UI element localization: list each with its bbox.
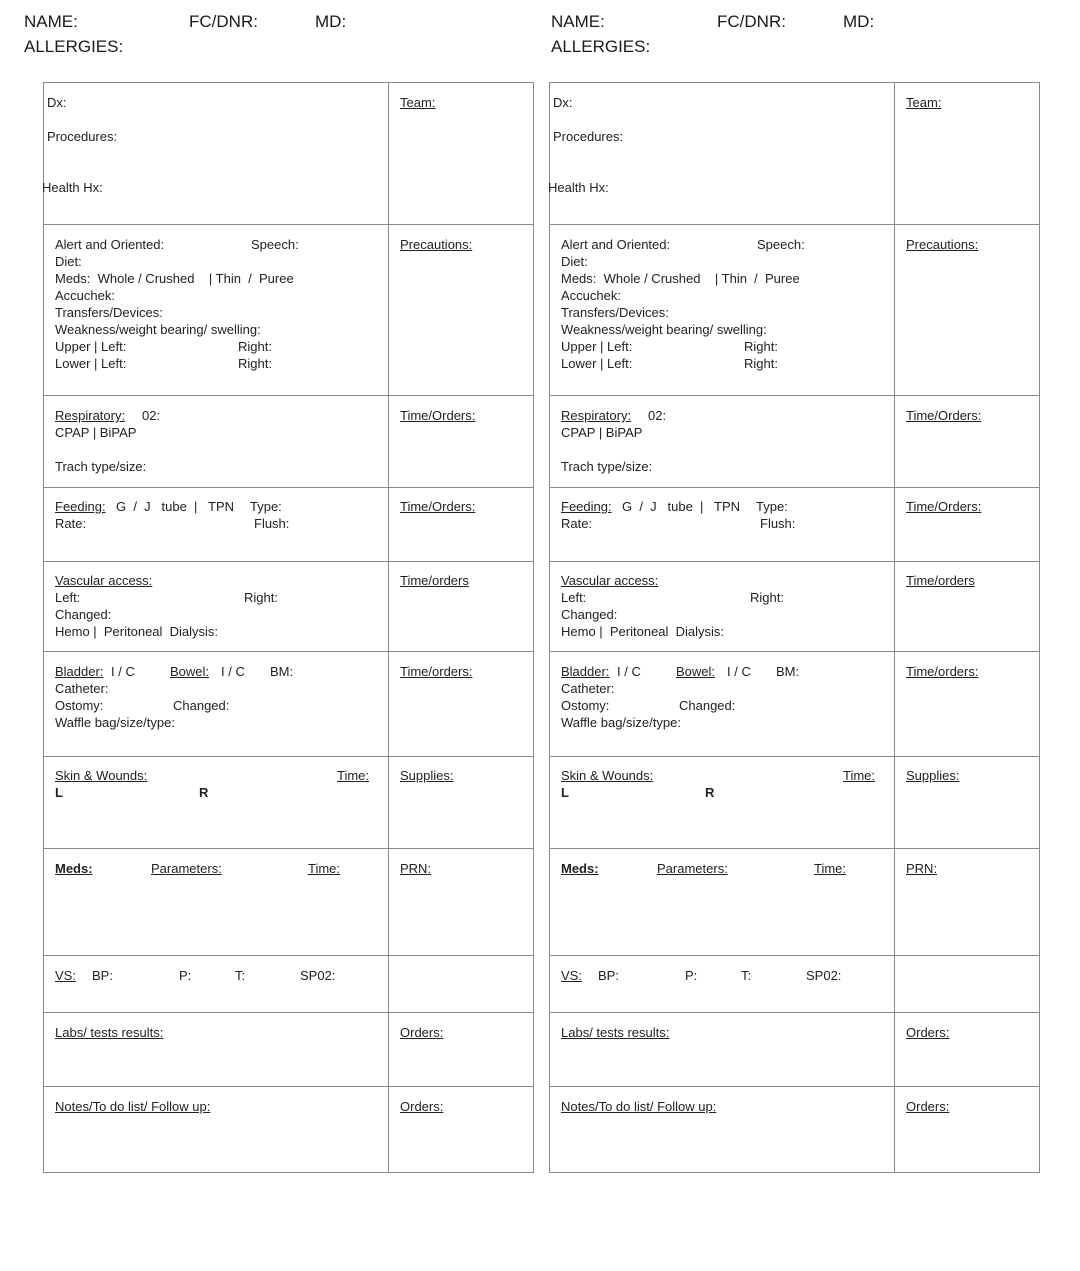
cpap-bipap-label: CPAP | BiPAP (561, 425, 643, 440)
health-hx-label: Health Hx: (548, 180, 609, 195)
transfers-label: Transfers/Devices: (55, 305, 163, 320)
time-orders-label: Time/orders (400, 573, 469, 588)
supplies-label: Supplies: (906, 768, 960, 783)
dialysis-label: Hemo | Peritoneal Dialysis: (55, 624, 219, 639)
changed-label: Changed: (55, 607, 112, 622)
orders-label: Orders: (400, 1099, 444, 1114)
upper-right-label: Right: (238, 339, 272, 354)
meds-label: Meds: (55, 861, 93, 876)
precautions-cell[interactable] (895, 225, 1040, 395)
meds-consistency-label: Meds: Whole / Crushed | Thin / Puree (561, 271, 800, 286)
left-label: Left: (561, 590, 587, 605)
speech-label: Speech: (251, 237, 299, 252)
lower-right-label: Right: (744, 356, 778, 371)
allergies-label: ALLERGIES: (551, 37, 651, 56)
notes-orders-cell[interactable] (895, 1087, 1040, 1172)
changed-label: Changed: (561, 607, 618, 622)
bowel-label: Bowel: (676, 664, 716, 679)
parameters-label: Parameters: (657, 861, 728, 876)
team-label: Team: (400, 95, 436, 110)
bp-label: BP: (598, 968, 619, 983)
vitals-extra-cell[interactable] (389, 956, 534, 1012)
md-label: MD: (315, 12, 347, 31)
lower-left-label: Lower | Left: (55, 356, 127, 371)
respiratory-cell[interactable] (550, 396, 895, 487)
respiratory-orders-cell[interactable] (389, 396, 534, 487)
procedures-label: Procedures: (553, 129, 624, 144)
vascular-cell[interactable] (44, 562, 389, 651)
feeding-orders-cell[interactable] (895, 488, 1040, 561)
vascular-cell[interactable] (550, 562, 895, 651)
elimination-cell[interactable] (550, 652, 895, 756)
feeding-label: Feeding: (561, 499, 612, 514)
right-marker: R (705, 785, 715, 800)
temp-label: T: (235, 968, 246, 983)
meds-cell[interactable] (550, 849, 895, 955)
left-label: Left: (55, 590, 81, 605)
diagnosis-cell[interactable] (550, 83, 895, 224)
catheter-label: Catheter: (55, 681, 109, 696)
allergies-label: ALLERGIES: (24, 37, 124, 56)
procedures-label: Procedures: (47, 129, 118, 144)
notes-cell[interactable] (44, 1087, 389, 1172)
feeding-label: Feeding: (55, 499, 106, 514)
notes-orders-cell[interactable] (389, 1087, 534, 1172)
bp-label: BP: (92, 968, 113, 983)
labs-label: Labs/ tests results: (561, 1025, 670, 1040)
time-label: Time: (843, 768, 876, 783)
time-orders-label: Time/orders (906, 573, 975, 588)
labs-orders-cell[interactable] (895, 1013, 1040, 1086)
supplies-cell[interactable] (895, 757, 1040, 848)
respiratory-label: Respiratory: (55, 408, 126, 423)
ostomy-label: Ostomy: (55, 698, 104, 713)
respiratory-orders-cell[interactable] (895, 396, 1040, 487)
time-orders-label: Time/Orders: (400, 408, 476, 423)
vascular-access-label: Vascular access: (55, 573, 153, 588)
row-feeding (44, 488, 534, 562)
bowel-options-label: I / C (221, 664, 245, 679)
changed-label: Changed: (679, 698, 736, 713)
supplies-label: Supplies: (400, 768, 454, 783)
name-label: NAME: (24, 12, 78, 31)
skin-cell[interactable] (44, 757, 389, 848)
meds-cell[interactable] (44, 849, 389, 955)
alert-oriented-label: Alert and Oriented: (561, 237, 671, 252)
team-cell[interactable] (389, 83, 534, 224)
alert-oriented-label: Alert and Oriented: (55, 237, 165, 252)
trach-label: Trach type/size: (561, 459, 653, 474)
prn-cell[interactable] (895, 849, 1040, 955)
labs-label: Labs/ tests results: (55, 1025, 164, 1040)
feeding-orders-cell[interactable] (389, 488, 534, 561)
spo2-label: SP02: (300, 968, 336, 983)
feeding-cell[interactable] (44, 488, 389, 561)
supplies-cell[interactable] (389, 757, 534, 848)
meds-label: Meds: (561, 861, 599, 876)
dialysis-label: Hemo | Peritoneal Dialysis: (561, 624, 725, 639)
row-vascular (44, 562, 534, 652)
row-meds (550, 849, 1040, 956)
transfers-label: Transfers/Devices: (561, 305, 669, 320)
report-sheet-right (549, 82, 1040, 1173)
row-diagnosis (44, 83, 534, 225)
dx-label: Dx: (47, 95, 67, 110)
notes-label: Notes/To do list/ Follow up: (55, 1099, 211, 1114)
time-orders-label: Time/orders: (906, 664, 979, 679)
prn-label: PRN: (906, 861, 938, 876)
row-skin (550, 757, 1040, 849)
report-sheet-left (43, 82, 534, 1173)
bladder-label: Bladder: (55, 664, 104, 679)
pulse-label: P: (179, 968, 192, 983)
md-label: MD: (843, 12, 875, 31)
row-labs (44, 1013, 534, 1087)
team-label: Team: (906, 95, 942, 110)
bowel-label: Bowel: (170, 664, 210, 679)
type-label: Type: (756, 499, 788, 514)
time-orders-label: Time/orders: (400, 664, 473, 679)
o2-label: 02: (648, 408, 667, 423)
precautions-label: Precautions: (906, 237, 979, 252)
feeding-options-label: G / J tube | TPN (622, 499, 741, 514)
orders-label: Orders: (906, 1099, 950, 1114)
row-meds (44, 849, 534, 956)
time-label: Time: (814, 861, 847, 876)
temp-label: T: (741, 968, 752, 983)
waffle-bag-label: Waffle bag/size/type: (55, 715, 175, 730)
type-label: Type: (250, 499, 282, 514)
row-vitals (44, 956, 534, 1013)
right-label: Right: (750, 590, 784, 605)
dx-label: Dx: (553, 95, 573, 110)
rate-label: Rate: (55, 516, 87, 531)
row-labs (550, 1013, 1040, 1087)
vascular-access-label: Vascular access: (561, 573, 659, 588)
o2-label: 02: (142, 408, 161, 423)
flush-label: Flush: (254, 516, 290, 531)
notes-label: Notes/To do list/ Follow up: (561, 1099, 717, 1114)
row-elimination (44, 652, 534, 757)
row-skin (44, 757, 534, 849)
time-label: Time: (308, 861, 341, 876)
row-assessment (550, 225, 1040, 396)
bowel-options-label: I / C (727, 664, 751, 679)
spo2-label: SP02: (806, 968, 842, 983)
elimination-cell[interactable] (44, 652, 389, 756)
rate-label: Rate: (561, 516, 593, 531)
flush-label: Flush: (760, 516, 796, 531)
ostomy-label: Ostomy: (561, 698, 610, 713)
time-orders-label: Time/Orders: (906, 499, 982, 514)
respiratory-cell[interactable] (44, 396, 389, 487)
row-feeding (550, 488, 1040, 562)
labs-cell[interactable] (550, 1013, 895, 1086)
row-assessment (44, 225, 534, 396)
parameters-label: Parameters: (151, 861, 222, 876)
vs-label: VS: (55, 968, 76, 983)
weakness-label: Weakness/weight bearing/ swelling: (55, 322, 261, 337)
time-orders-label: Time/Orders: (906, 408, 982, 423)
lower-right-label: Right: (238, 356, 272, 371)
row-elimination (550, 652, 1040, 757)
skin-cell[interactable] (550, 757, 895, 848)
bladder-options-label: I / C (111, 664, 135, 679)
fc-dnr-label: FC/DNR: (717, 12, 786, 31)
vascular-orders-cell[interactable] (895, 562, 1040, 651)
team-cell[interactable] (895, 83, 1040, 224)
bm-label: BM: (270, 664, 294, 679)
bladder-label: Bladder: (561, 664, 610, 679)
vascular-orders-cell[interactable] (389, 562, 534, 651)
trach-label: Trach type/size: (55, 459, 147, 474)
row-notes (44, 1087, 534, 1173)
accuchek-label: Accuchek: (55, 288, 115, 303)
assessment-cell[interactable] (44, 225, 389, 395)
orders-label: Orders: (400, 1025, 444, 1040)
diet-label: Diet: (55, 254, 82, 269)
upper-right-label: Right: (744, 339, 778, 354)
vs-label: VS: (561, 968, 582, 983)
notes-cell[interactable] (550, 1087, 895, 1172)
left-marker: L (55, 785, 63, 800)
prn-label: PRN: (400, 861, 432, 876)
pulse-label: P: (685, 968, 698, 983)
vitals-cell[interactable] (44, 956, 389, 1012)
waffle-bag-label: Waffle bag/size/type: (561, 715, 681, 730)
vitals-cell[interactable] (550, 956, 895, 1012)
speech-label: Speech: (757, 237, 805, 252)
name-label: NAME: (551, 12, 605, 31)
right-label: Right: (244, 590, 278, 605)
lower-left-label: Lower | Left: (561, 356, 633, 371)
accuchek-label: Accuchek: (561, 288, 621, 303)
bm-label: BM: (776, 664, 800, 679)
row-respiratory (550, 396, 1040, 488)
catheter-label: Catheter: (561, 681, 615, 696)
right-marker: R (199, 785, 209, 800)
left-marker: L (561, 785, 569, 800)
diagnosis-cell[interactable] (44, 83, 389, 224)
row-vitals (550, 956, 1040, 1013)
labs-cell[interactable] (44, 1013, 389, 1086)
time-label: Time: (337, 768, 370, 783)
upper-left-label: Upper | Left: (561, 339, 633, 354)
orders-label: Orders: (906, 1025, 950, 1040)
meds-consistency-label: Meds: Whole / Crushed | Thin / Puree (55, 271, 294, 286)
row-respiratory (44, 396, 534, 488)
elimination-orders-cell[interactable] (895, 652, 1040, 756)
skin-wounds-label: Skin & Wounds: (561, 768, 654, 783)
upper-left-label: Upper | Left: (55, 339, 127, 354)
vitals-extra-cell[interactable] (895, 956, 1040, 1012)
feeding-cell[interactable] (550, 488, 895, 561)
weakness-label: Weakness/weight bearing/ swelling: (561, 322, 767, 337)
feeding-options-label: G / J tube | TPN (116, 499, 235, 514)
assessment-cell[interactable] (550, 225, 895, 395)
bladder-options-label: I / C (617, 664, 641, 679)
prn-cell[interactable] (389, 849, 534, 955)
precautions-cell[interactable] (389, 225, 534, 395)
precautions-label: Precautions: (400, 237, 473, 252)
labs-orders-cell[interactable] (389, 1013, 534, 1086)
time-orders-label: Time/Orders: (400, 499, 476, 514)
cpap-bipap-label: CPAP | BiPAP (55, 425, 137, 440)
respiratory-label: Respiratory: (561, 408, 632, 423)
skin-wounds-label: Skin & Wounds: (55, 768, 148, 783)
fc-dnr-label: FC/DNR: (189, 12, 258, 31)
diet-label: Diet: (561, 254, 588, 269)
changed-label: Changed: (173, 698, 230, 713)
health-hx-label: Health Hx: (42, 180, 103, 195)
elimination-orders-cell[interactable] (389, 652, 534, 756)
row-vascular (550, 562, 1040, 652)
row-diagnosis (550, 83, 1040, 225)
row-notes (550, 1087, 1040, 1173)
